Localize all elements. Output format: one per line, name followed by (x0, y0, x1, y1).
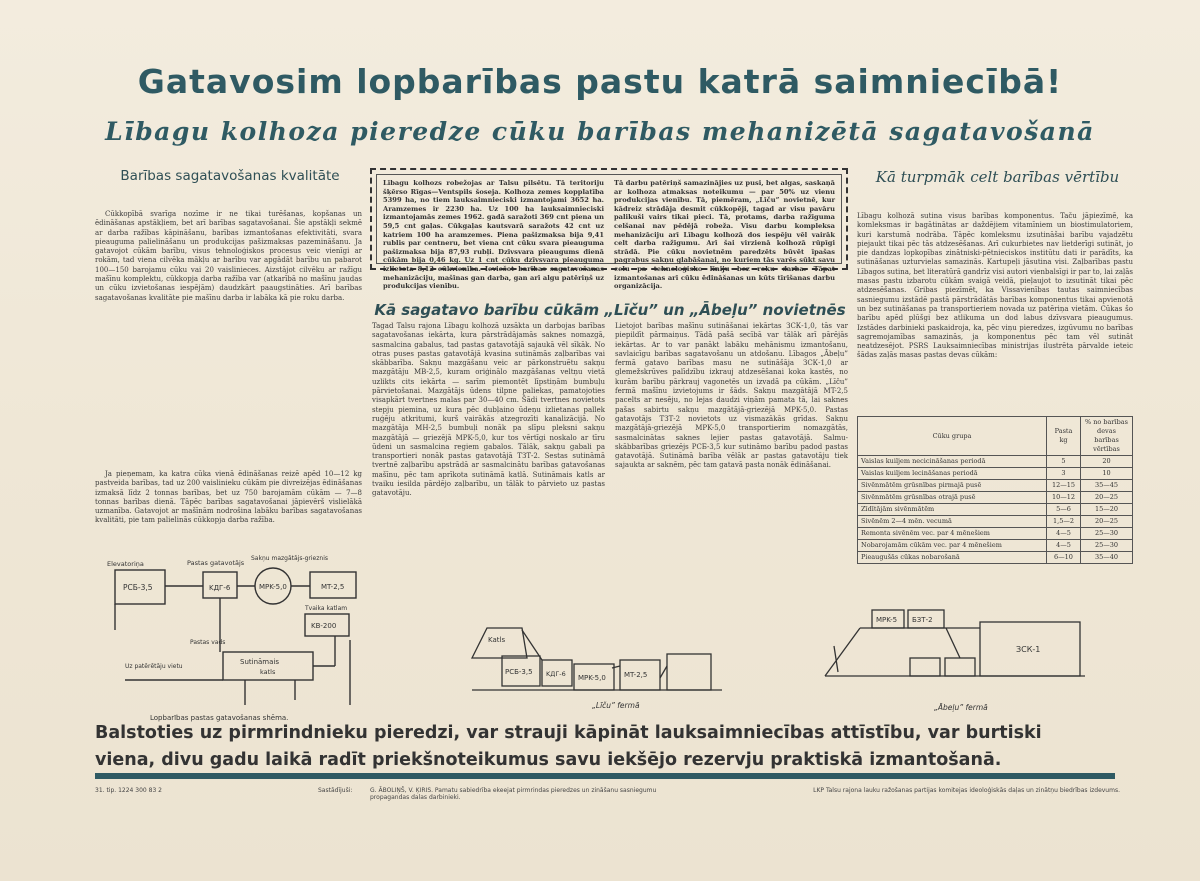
table-cell: 5—6 (1047, 504, 1081, 516)
table-cell: Sivēnēm 2—4 mēn. vecumā (858, 516, 1047, 528)
scheme-label-washer: Sakņu mazgātājs-grieznis (251, 555, 328, 562)
licu-label-mt: MT-2,5 (624, 671, 648, 679)
table-cell: Sivēnmātēm grūsnības otrajā pusē (858, 492, 1047, 504)
kolkhoz-info-box (370, 168, 848, 291)
table-cell: 20—25 (1081, 492, 1133, 504)
table-cell: Vaislas kuiljem lecināšanas periodā (858, 468, 1047, 480)
footer-print-info: 31. tip. 1224 300 83 2 (95, 787, 162, 794)
headline: Gatavosim lopbarības pastu katrā saimniecībā! (137, 62, 1063, 101)
licu-farm-caption: „Līču” fermā (592, 701, 640, 710)
table-cell: Sivēnmātēm grūsnības pirmajā pusē (858, 480, 1047, 492)
middle-section-title: Kā sagatavo barību cūkām „Līču” un „Ābeļu” novietnēs (374, 301, 846, 319)
scheme-label-pcb: PCБ-3,5 (123, 583, 153, 592)
scheme-label-paste-tank: Pastas gatavotājs (187, 559, 245, 567)
licu-label-pcb: PCБ-3,5 (505, 668, 533, 676)
left-text (95, 210, 362, 468)
licu-label-katls: Katls (488, 636, 506, 644)
table-cell: 4—5 (1047, 540, 1081, 552)
table-cell: 6—10 (1047, 552, 1081, 564)
scheme-label-mt: MT-2,5 (321, 583, 345, 591)
abelu-label-mpk: MPK-5 (876, 616, 898, 624)
abelu-label-bst: БЗТ-2 (912, 616, 933, 624)
table-row (858, 480, 1133, 492)
licu-label-ktsg: KДГ-6 (546, 670, 566, 678)
table-cell: 10 (1081, 468, 1133, 480)
table-row (858, 528, 1133, 540)
table-row (858, 456, 1133, 468)
table-row (858, 552, 1133, 564)
abelu-label-zsk: ЗСК-1 (1016, 645, 1041, 654)
table-cell: Zīdītājām sivēnmātēm (858, 504, 1047, 516)
footer-compiled-label: Sastādījuši: (318, 787, 353, 794)
table-cell: 1,5—2 (1047, 516, 1081, 528)
middle-text-col-2: Lietojot barības mašīnu sutināšanai iekārtas ЗСК-1,0, tās var piepildīt pārmaiņus. Tādā pašā secībā var tālāk arī pārējās iekārtas. Ar to var panākt labāku mehānismu izmantošanu, savlaicīgu barības sagatavošanu un atdošanu. Lībagos „Ābeļu” fermā gatavo barības masu ne sutināšāja ЗСК-1,0 ar glemežskrūves palīdzību izkrauj atdzesēšanai koka kastēs, no kurām barību pārkrauj vagonetēs un izvadā pa cūkām. „Līču” fermā mašīnu izvietojums ir šāds. Sakņu mazgātājā MT-2,5 pacelts ar nesēju, no lejas daudzi viņām pamata tā, lai saknes pašas sabirtu sakņu mazgātājā-griezējā MPK-5,0. Pastas gatavotājs TЗТ-2 novietots uz vismazākās grīdas. Sakņu mazgātājā-griezējā MPK-5,0 transportierim nomazgātās, sasmalcinātas saknes lejier pastas gatavotājā. Salmu-skābbarības griezējs PCБ-3,5 kur sutināmo barību padod pastas gatavotājā. Sutināmā barība vēlāk ar pastas gatavotāju tiek sajaukta ar saknēm, pēc tam gatavā pasta nonāk ēdināšanai. (615, 322, 848, 470)
left-section-title: Barības sagatavošanas kvalitāte (120, 168, 340, 184)
table-header-group: Cūku grupa (858, 417, 1047, 456)
table-cell: 4—5 (1047, 528, 1081, 540)
info-box-col-1: Lībagu kolhozs robežojas ar Talsu pilsētu. Tā teritoriju šķērso Rīgas—Ventspils šoseja. Kolhoza zemes kopplatība 5399 ha, no tiem lauksaimnieciski izmantojami 3652 ha. Aramzemes ir 2230 ha. Uz 100 ha lauksaimnieciski izmantojamās zemes 1962. gadā saražoti 369 cnt piena un 59,5 cnt gaļas. Cūkgaļas kautsvarā saražots 42 cnt uz katriem 100 ha aramzemes. Piena pašizmaksa bija 9,41 rublis par centneru, bet viena cnt cūku svara pieauguma pašizmaksa bija 87,93 rubļi. Dzīvsvara pieaugums dienā cūkām bija 0,46 kg. Uz 1 cnt cūku dzīvsvara pieauguma izlietota 8,12 cūkvienība. Ieviešot barības sagatavošanas mehanizāciju, mašīnas gan darba, gan arī algu patēriņš uz produkcijas vienību. (383, 179, 604, 291)
licu-label-mpk: MPK-5,0 (578, 674, 606, 682)
footer-publisher: LKP Talsu rajona lauku ražošanas partijas komitejas ideoloģiskās daļas un zinātņu biedrības izdevums. (813, 787, 1120, 794)
feeding-norms-table (857, 416, 1133, 564)
scheme-label-consumer: Uz patērētāju vietu (125, 663, 183, 670)
left-paragraph: Cūkkopībā svarīga nozīme ir ne tikai turēšanas, kopšanas un ēdināšanas apstākļiem, bet arī barības sagatavošanai. Šie apstākļi sekmē ar darba ražības kāpināšanu, barības izmantošanas efektivitāti, svara pieauguma palielināšanu un produkcijas pašizmaksas pazemināšanu. Ja gatavojot cūkām barību, visus tehnoloģiskos procesus veic vienīgi ar rokām, tad viena cilvēka mākļu ar barību var apgādāt barību un pabarot 100—150 barojamu cūku vai 20 vaislinieces. Aizstājot cilvēku ar ražīgu mašīnu komplektu, cūkkopja darba ražība var (atkarībā no mašīnu jaudas un cūku izvietošanas iespējām) daudzkārt paaugstināties. Arī barības sagatavošanas kvalitāte pie mašīnu darba ir labāka kā pie roku darba. (95, 210, 362, 302)
table-row (858, 540, 1133, 552)
bottom-slogan-line-2: viena, divu gadu laikā radīt priekšnoteikumus savu iekšējo rezervju praktiskā izmantošanā. (95, 750, 1002, 770)
scheme-label-pastas-vads: Pastas vads (190, 639, 226, 646)
table-cell: Pieaugušās cūkas nobarošanā (858, 552, 1047, 564)
middle-text-col-1: Tagad Talsu rajona Lībagu kolhozā uzsākta un darbojas barības sagatavošanas iekārta, kura pārstrādājamās saknes nomazgā, sasmalcina gabalus, tad pastas gatavotājā sajaukā vēl sīkāk. No otras puses pastas gatavotājā kvasina sutināmās zaļbarības vai skābbarība. Sakņu mazgāšanu veic ar pārkonstruētu sakņu mazgātāju MB-2,5, kuram oriģinālo mazgāšanas veltņu vietā uzlikts cits iekārta — sarīm piemontēt līpstiņām bumbuļu pārvietošanai. Mazgātājs ūdens tilpne paliekas, pamatojoties visapkārt tvertnes malas par 30—40 cm. Šādi tvertnes novietots stepju piemina, uz kura pēc dubļaino ūdeņu izlietanas pallek ruģēju atkritumi, kurš vairākās atzegrozīti kanalizācijā. No mazgātāja MH-2,5 bumbuļi nonāk pa slīpu pleksni sakņu mazgātājā — griezējā MPK-5,0, kur tos vērtīgi noskalo ar tīru ūdeni un sasmalcina regiem gabalos. Tālāk, sakņu gabali pa transportieri nonāk pastas gatavotājā TЗТ-2. Sestas sutināmā tvertnē zaļbarību apstrādā ar sasmalcinātu barības gatavošanas mašīnu, pēc tam aprīkota sutināmā katlā. Sutināmais katls ar tvaiku iesilda pārdējo zaļbarību, un tālāk to pārvieto uz pastas gatavotāju. (372, 322, 605, 498)
table-header-row (858, 417, 1133, 456)
info-box-col-2: Tā darbu patēriņš samazinājies uz pusi, bet algas, saskaņā ar kolhoza atmaksas noteikumu — par 50% uz vienu produkcijas vienību. Tā, piemēram, „Līču” novietnē, kur kādreiz strādāja desmit cūkkopēji, tagad ar visu pavāru palikuši vairs tikai pieci. Tā, protams, darba ražīguma celšanai nav pēdējā robeža. Visu darbu kompleksa mehanizāciju arī Lībagu kolhozā dos iespēju vēl vairāk celt darba ražīgumu. Arī šai virzienā kolhozā rūpīgi strādā. Pie cūku novietnēm paredzēts būvēt īpašas pagrabus sakņu glabāšanai, no kuriem tās varēs sūkt savu celu pa tehnoloģisko līniju bez roku darba. Tāpat izmantošanas arī cūku ēdināšanas un kūts tīrīšanas darbu organizācija. (614, 179, 835, 291)
table-cell: 3 (1047, 468, 1081, 480)
paste-preparation-scheme (95, 540, 365, 710)
table-cell: 15—20 (1081, 504, 1133, 516)
right-text: Lībagu kolhozā sutina visus barības komponentus. Taču jāpiezīmē, ka komleksmas ir bagātinātas ar daždējiem vitamīniem un biostimulatoriem, kuri karstumā nodrāba. Tāpēc komleksmu izsutināšai barību vajadzētu piejaukt tikai pēc tās atdzesēšanas. Arī cukurbietes nav lietderīgi sutināt, jo pie dandzas lopkopības zinātniski-pētnieciskos institūtu dati ir parādīts, ka sutināšanas uzturvielas samazinās. Kartupeļi jāsutina visi. Zaļbarības pastu Lībagos sutina, bet literatūrā gandrīz visi autori vienbalsīgi ir par to, lai zaļās masas pastu izbarotu cūkām svaigā veidā, pieļaujot to izsutināt tikai pēc atdzesēšanas. Gribas piezīmēt, ka Vissavienības tautas saimniecības sasniegumu izstādē pastā pārstrādātās barības komponentus tikai apvienotā un bez sutināšanas pa transportieriem novada uz patēriņa vietām. Cūkas šo barību apēd plūšgi bez atlikuma un dod labus dzīvsvara pieaugumus. Izstādes darbinieki paskaidroja, ka, pēc viņu pieredzes, izgūvumu no barības sagremojamības samazinās, ja komponentus pēc tam vēl sutināt neatdzesējot. PSRS Lauksaimniecības ministrijas ilustrēta pārvalde ieteic šādas zaļās masas pastas devas cūkām: (857, 212, 1133, 360)
table-cell: 25—30 (1081, 528, 1133, 540)
table-cell: 5 (1047, 456, 1081, 468)
table-row (858, 468, 1133, 480)
subheadline: Lībagu kolhoza pieredze cūku barības mehanizētā sagatavošanā (105, 117, 1095, 146)
scheme-label-kb: KB-200 (311, 622, 337, 630)
left-paragraph: Ja pieņemam, ka katra cūka vienā ēdināšanas reizē apēd 10—12 kg pastveida barības, tad uz 200 vaislinieku cūkām pie divreizējas ēdināšanas izmaksā līdz 2 tonnas barības, bet uz 750 barojamām cūkām — 7—8 tonnas barības dienā. Tāpēc barības sagatavošanai jāpievērš vislielākā uzmanība. Gatavojot ar mašīnām nodrošina labāku barības sagatavošanas kvalitāti, pie tam palielinās cūkkopja darba ražība. (95, 470, 362, 525)
scheme-label-tvaika: Tvaika katlam (305, 605, 348, 612)
table-row (858, 492, 1133, 504)
table-header-percent: % no barības devas barības vērtības (1081, 417, 1133, 456)
table-row (858, 516, 1133, 528)
scheme-label-elevator: Elevatoriņa (107, 560, 144, 568)
table-cell: 10—12 (1047, 492, 1081, 504)
table-cell: 12—15 (1047, 480, 1081, 492)
scheme-label-katls: katls (260, 668, 276, 676)
table-cell: Vaislas kuiljem necicināšanas periodā (858, 456, 1047, 468)
footer-compiled-text: G. ĀBOLIŅŠ, V. ĶIRIS. Pamatu sabiedrība ekeejat pirmrindas pieredzes un zināšanu sasniegumu propagandas dalas darbinieki. (370, 787, 657, 801)
table-cell: 35—45 (1081, 480, 1133, 492)
left-text-2 (95, 470, 362, 534)
right-section-title: Kā turpmāk celt barības vērtību (875, 168, 1120, 186)
table-cell: 20 (1081, 456, 1133, 468)
table-cell: 20—25 (1081, 516, 1133, 528)
scheme-label-mpk: MPK-5,0 (259, 583, 287, 591)
table-row (858, 504, 1133, 516)
table-cell: Remonta sivēnēm vec. par 4 mēnešiem (858, 528, 1047, 540)
table-cell: Nobarojamām cūkām vec. par 4 mēnešiem (858, 540, 1047, 552)
scheme-label-sutinamais: Sutināmais (240, 658, 279, 666)
licu-farm-diagram (462, 618, 762, 713)
scheme-caption: Lopbarības pastas gatavošanas shēma. (150, 714, 289, 722)
abelu-farm-caption: „Ābeļu” fermā (934, 703, 988, 712)
bottom-rule (95, 773, 1115, 779)
scheme-label-ktsg: KДГ-6 (209, 584, 231, 592)
table-cell: 25—30 (1081, 540, 1133, 552)
bottom-slogan-line-1: Balstoties uz pirmrindnieku pieredzi, var strauji kāpināt lauksaimniecības attīstību, var burtiski (95, 723, 1042, 743)
table-header-kg: Pasta kg (1047, 417, 1081, 456)
table-cell: 35—40 (1081, 552, 1133, 564)
abelu-farm-diagram (820, 600, 1090, 715)
